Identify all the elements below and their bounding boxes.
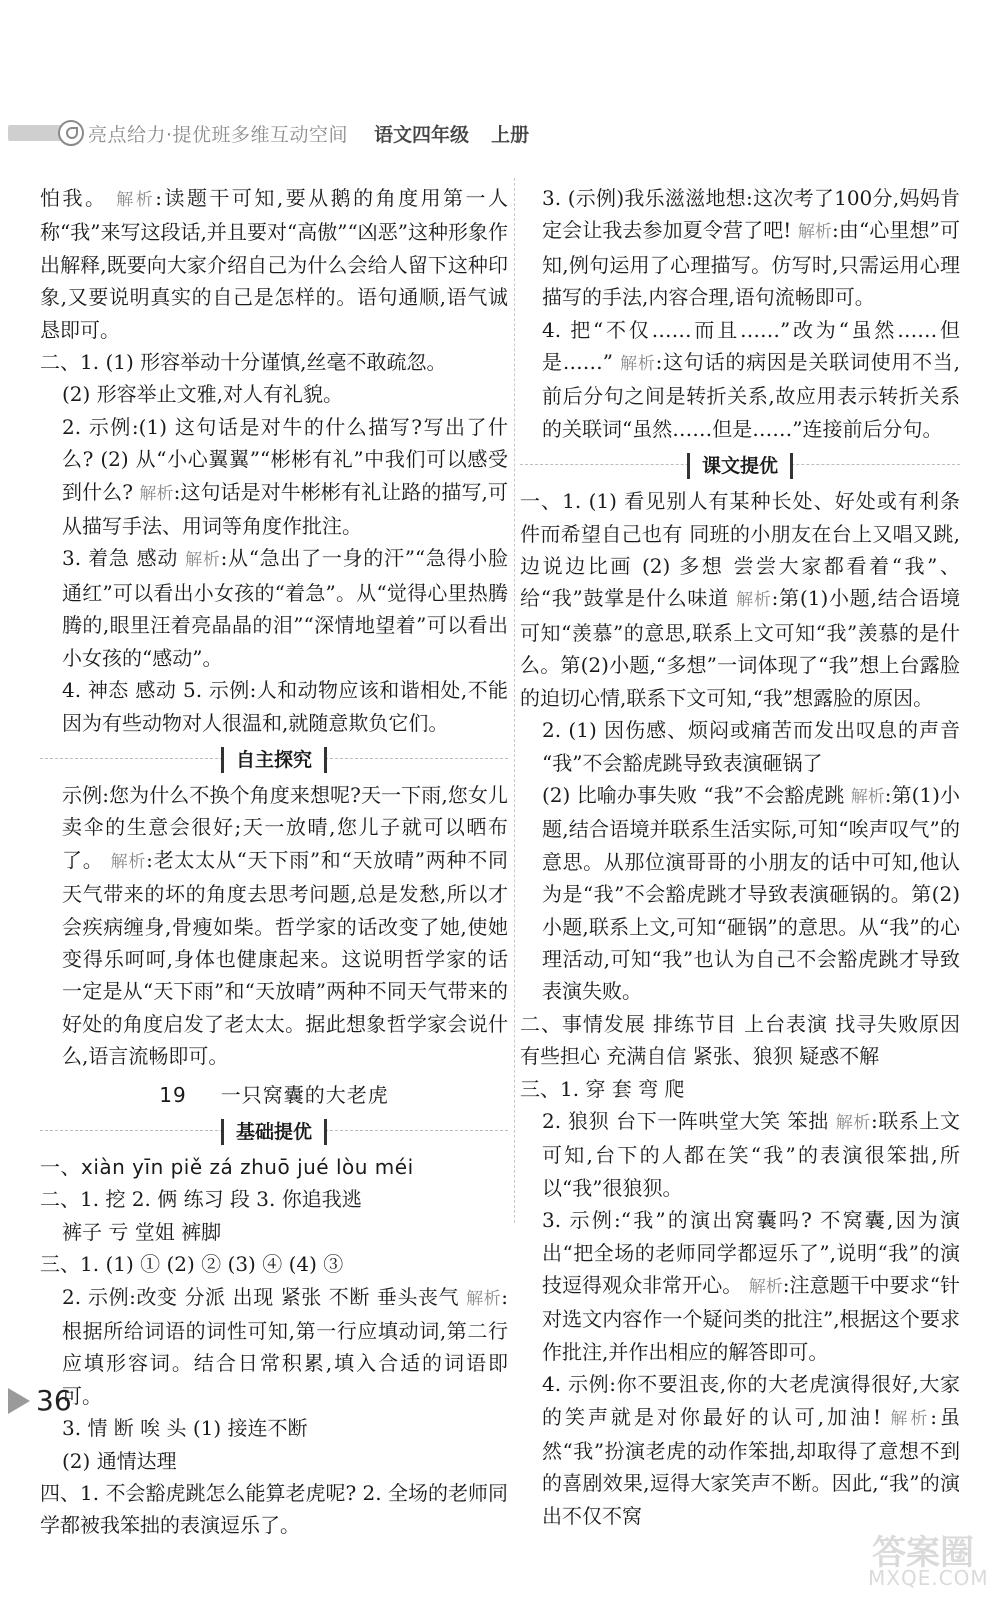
answer-item: 2. (1) 因伤感、烦闷或痛苦而发出叹息的声音 “我”不会豁虎跳导致表演砸锅了 [542, 718, 960, 775]
answer-item: 3. 示例:“我”的演出窝囊吗? 不窝囊,因为演出“把全场的老师同学都逗乐了”,说明“我”的演技逗得观众非常开心。 解析:注意题干中要求“针对选文内容作一个疑问类的批注”,根据这个要求作批注,并作出相应的解答即可。 [542, 1208, 961, 1364]
answer-item: 2. 示例:改变 分派 出现 紧张 不断 垂头丧气 解析:根据所给词语的词性可知,第一行应填动词,第二行应填形容词。结合日常积累,填入合适的词语即可。 [62, 1284, 509, 1408]
answer-item: (2) 比喻办事失败 “我”不会豁虎跳 解析:第(1)小题,结合语境并联系生活实际,可知“唉声叹气”的意思。从那位演哥哥的小朋友的话中可知,他认为是“我”不会豁虎跳才导致表演砸锅的。第(2)小题,联系上文,可知“砸锅”的意思。从“我”的心理活动,可知“我”也认为自己不会豁虎跳才导致表演失败。 [542, 782, 961, 1004]
answer-item: 三、1. 穿 套 弯 爬 [520, 1076, 685, 1101]
column-divider [514, 178, 515, 1223]
answer-item: 裤子 亏 堂姐 裤脚 [62, 1219, 222, 1244]
answer-item: 二、事情发展 排练节目 上台表演 找寻失败原因 有些担心 充满自信 紧张、狼狈 疑惑不解 [520, 1011, 960, 1069]
answer-item: 4. 示例:你不要沮丧,你的大老虎演得很好,大家的笑声就是对你最好的认可,加油! 解析:虽然“我”扮演老虎的动作笨拙,却取得了意想不到的喜剧效果,逗得大家笑声不断。因此,“我”的演出不仅不窝 [542, 1372, 961, 1528]
pinyin-answers: 一、xiàn yīn piě zá zhuō jué lòu méi [40, 1154, 414, 1179]
answer-item: 二、1. (1) 形容举动十分谨慎,丝毫不敢疏忽。 [40, 350, 447, 375]
lesson-title: 19 一只窝囊的大老虎 [159, 1082, 389, 1107]
page-number [8, 1384, 72, 1417]
answer-item: 3. 着急 感动 解析:从“急出了一身的汗”“急得小脸通红”可以看出小女孩的“着急”。从“觉得心里热腾腾的,眼里汪着亮晶晶的泪”“深情地望着”可以看出小女孩的“感动”。 [62, 546, 509, 670]
section-heading-explore: 自主探究 [40, 743, 508, 773]
page-number-text: 36 [36, 1384, 72, 1417]
answer-item: 3. 情 断 唉 头 (1) 接连不断 [62, 1416, 308, 1441]
answer-item: (2) 通情达理 [62, 1448, 177, 1473]
watermark-logo: 答案圈 [872, 1533, 974, 1573]
series-title: 亮点给力·提优班多维互动空间 [88, 123, 349, 146]
answer-item: 一、1. (1) 看见别人有某种长处、好处或有利条件而希望自己也有 同班的小朋友在台上又唱又跳,边说边比画 (2) 多想 尝尝大家都看着“我”、给“我”鼓掌是什么味道 解析:第(1)小题,结合语境可知“羡慕”的意思,联系上文可知“我”羡慕的是什么。第(2)小题,“多想”一词体现了“我”想上台露脸的迫切心情,联系下文可知,“我”想露脸的原因。 [520, 489, 961, 710]
answer-item: (2) 形容举止文雅,对人有礼貌。 [62, 382, 344, 407]
page-header [8, 118, 568, 148]
section-heading-text: 课文提优 [520, 449, 960, 479]
left-column [40, 182, 508, 1542]
answer-item: 四、1. 不会豁虎跳怎么能算老虎呢? 2. 全场的老师同学都被我笨拙的表演逗乐了。 [40, 1481, 508, 1538]
play-arrow-icon [8, 1388, 30, 1414]
answer-paragraph: 怕我。 解析:读题干可知,要从鹅的角度用第一人称“我”来写这段话,并且要对“高傲”“凶恶”这种形象作出解释,既要向大家介绍自己为什么会给人留下这种印象,又要说明真实的自己是怎样的。语句通顺,语气诚恳即可。 [40, 186, 509, 342]
answer-item: 三、1. (1) ① (2) ② (3) ④ (4) ③ [40, 1252, 344, 1277]
subject-title: 语文四年级 [374, 123, 470, 146]
answer-item: 4. 神态 感动 5. 示例:人和动物应该和谐相处,不能因为有些动物对人很温和,就随意欺负它们。 [62, 678, 508, 735]
answer-item: 二、1. 挖 2. 俩 练习 段 3. 你追我逃 [40, 1187, 362, 1212]
watermark-url: MXQE.COM [868, 1566, 989, 1590]
answer-item: 4. 把“不仅……而且……”改为“虽然……但是……” 解析:这句话的病因是关联词使用不当,前后分句之间是转折关系,故应用表示转折关系的关联词“虽然……但是……”连接前后分句。 [542, 317, 961, 441]
volume-label: 上册 [491, 123, 530, 146]
right-column [520, 182, 960, 1532]
phone-icon [58, 120, 84, 146]
section-heading-basic: 基础提优 [40, 1115, 508, 1145]
answer-item: 示例:您为什么不换个角度来想呢?天一下雨,您女儿卖伞的生意会很好;天一放晴,您儿子就可以晒布了。 解析:老太太从“天下雨”和“天放晴”两种不同天气带来的坏的角度去思考问题,总是发愁,所以才会疾病缠身,骨瘦如柴。哲学家的话改变了她,使她变得乐呵呵,身体也健康起来。这说明哲学家的话一定是从“天下雨”和“天放晴”两种不同天气带来的好处的角度启发了老太太。据此想象哲学家会说什么,语言流畅即可。 [62, 782, 508, 1069]
answer-item: 2. 示例:(1) 这句话是对牛的什么描写?写出了什么? (2) 从“小心翼翼”“彬彬有礼”中我们可以感受到什么? 解析:这句话是对牛彬彬有礼让路的描写,可从描写手法、用词等角度作批注。 [62, 414, 508, 539]
answer-item: 3. (示例)我乐滋滋地想:这次考了100分,妈妈肯定会让我去参加夏令营了吧! 解析:由“心里想”可知,例句运用了心理描写。仿写时,只需运用心理描写的手法,内容合理,语句流畅即可。 [542, 186, 960, 310]
answer-item: 2. 狼狈 台下一阵哄堂大笑 笨拙 解析:联系上文可知,台下的人都在笑“我”的表演很笨拙,所以“我”很狼狈。 [542, 1108, 961, 1200]
